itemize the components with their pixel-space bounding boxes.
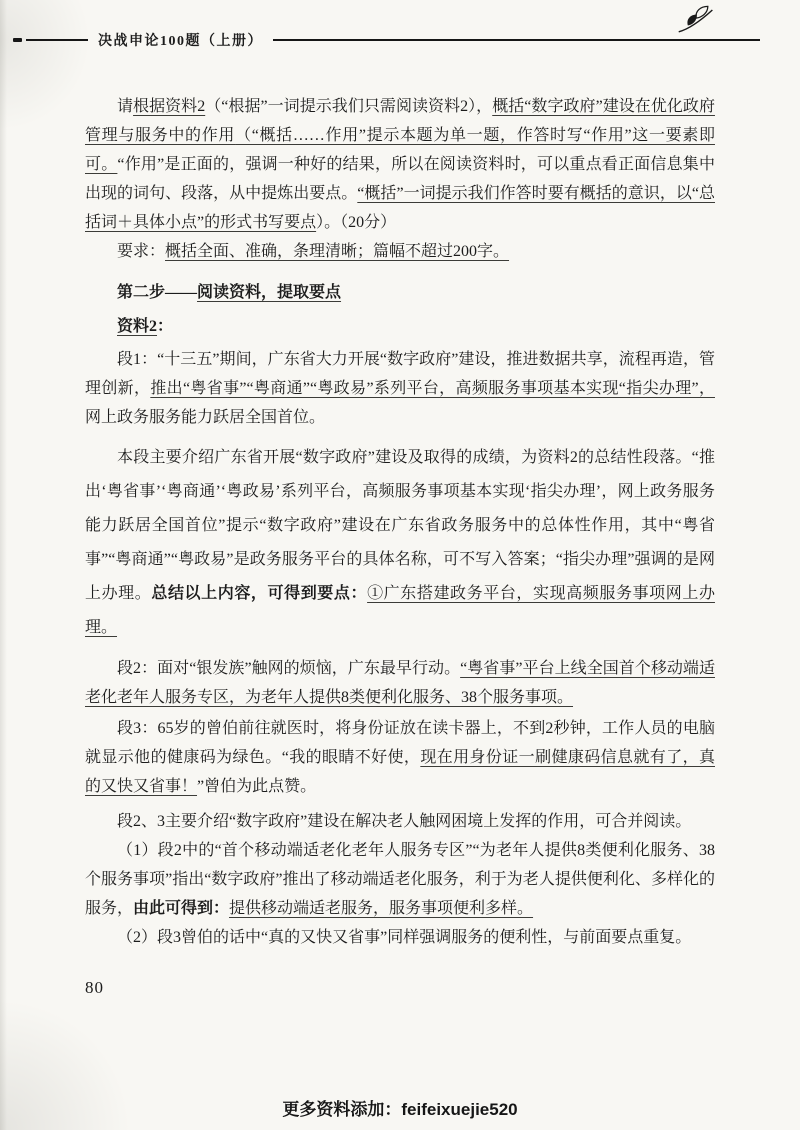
text-segment: ”曾伯为此点赞。 [197,778,317,795]
material-label [85,312,715,341]
para-2-3-analysis [85,807,715,836]
leaf-icon [676,4,716,36]
rule-right-segment [273,39,760,41]
text-segment: 概括“数字政府”建设在优化政府管理与服务中的作用 [85,98,715,144]
material-para-1 [85,345,715,432]
requirements [85,237,715,266]
text-segment: 资料2 [117,318,158,335]
text-segment: ①广东搭建政务平台，实现高频服务事项网上办理。 [85,585,715,636]
material-para-3 [85,714,715,801]
text-segment: 推出“粤省事”“粤商通”“粤政易”系列平台，高频服务事项基本实现“指尖办理”， [150,380,715,397]
text-segment: “作用”是正面的，强调一种好的结果，所以在阅读资料时，可以重点看正面信息集中出现的词句、段落，从中提炼出要点。 [85,156,715,202]
question-analysis [85,92,715,237]
header-rule [13,30,760,50]
text-segment: 由此可得到： [133,900,230,917]
rule-tick [13,38,22,42]
page-header [0,0,800,70]
text-segment: 段2：面对“银发族”触网的烦恼，广东最早行动。 [117,660,461,677]
text-segment: 概括全面、准确，条理清晰；篇幅不超过200字。 [165,243,510,260]
text-segment: （“根据”一词提示我们只需阅读资料2）， [205,98,493,115]
text-segment: ）。（20分） [316,214,397,231]
text-segment: 本段主要介绍广东省开展“数字政府”建设及取得的成绩，为资料2的总结性段落。“推出‘粤省事’‘粤商通’‘粤政易’系列平台，高频服务事项基本实现‘指尖办理’，网上政务服务能力跃居全国首位”提示“数字政府”建设在广东省政务服务中的总体性作用，其中“粤省事”“粤商通”“粤政易”是政务服务平台的具体名称，可不写入答案；“指尖办理”强调的是网上办理。 [85,449,715,602]
text-segment: （2）段3曾伯的话中“真的又快又省事”同样强调服务的便利性，与前面要点重复。 [117,929,692,946]
text-segment: “概括”一词提示我们作答时要有概括的意识，以“总括词＋具体小点”的形式书写要点 [85,185,715,231]
step-heading [85,278,715,307]
text-segment: 根据资料2 [133,98,206,115]
text-segment: 总结以上内容，可得到要点： [151,585,368,602]
text-segment: “粤省事”平台上线全国首个移动端适老化老年人服务专区，为老年人提供8类便利化服务、38个服务事项。 [85,660,715,706]
text-segment: 第二步—— [117,284,198,301]
text-segment: 阅读资料，提取要点 [197,284,342,301]
text-segment: 段1：“十三五”期间，广东省大力开展“数字政府”建设，推进数据共享，流程再造，管理创新， [85,351,715,397]
material-para-2 [85,654,715,712]
text-segment: 请 [117,98,134,115]
page-number: 80 [85,978,104,997]
text-segment: 段2、3主要介绍“数字政府”建设在解决老人触网困境上发挥的作用，可合并阅读。 [117,813,692,830]
analysis-point-2 [85,923,715,952]
rule-left-segment [26,39,88,41]
text-segment: 提供移动端适老服务，服务事项便利多样。 [229,900,534,917]
text-segment: 现在用身份证一刷健康码信息就有了，真的又快又省事！ [85,749,715,795]
material-para-1-analysis [85,441,715,645]
book-title: 决战申论100题（上册） [98,34,263,49]
promo-footer: 更多资料添加：feifeixuejie520 [282,1100,518,1119]
text-segment: ： [157,318,174,335]
text-segment: 网上政务服务能力跃居全国首位。 [85,409,326,426]
text-segment: 要求： [117,243,166,260]
analysis-point-1 [85,836,715,923]
text-segment: （“概括……作用”提示本题为单一题，作答时写“作用”这一要素即可。 [85,127,715,173]
text-segment: 段3：65岁的曾伯前往就医时，将身份证放在读卡器上，不到2秒钟，工作人员的电脑就显示他的健康码为绿色。“我的眼睛不好使， [85,720,715,766]
content [85,92,715,952]
text-segment: （1）段2中的“首个移动端适老化老年人服务专区”“为老年人提供8类便利化服务、38个服务事项”指出“数字政府”推出了移动端适老化服务，利于为老人提供便利化、多样化的服务， [85,842,715,917]
